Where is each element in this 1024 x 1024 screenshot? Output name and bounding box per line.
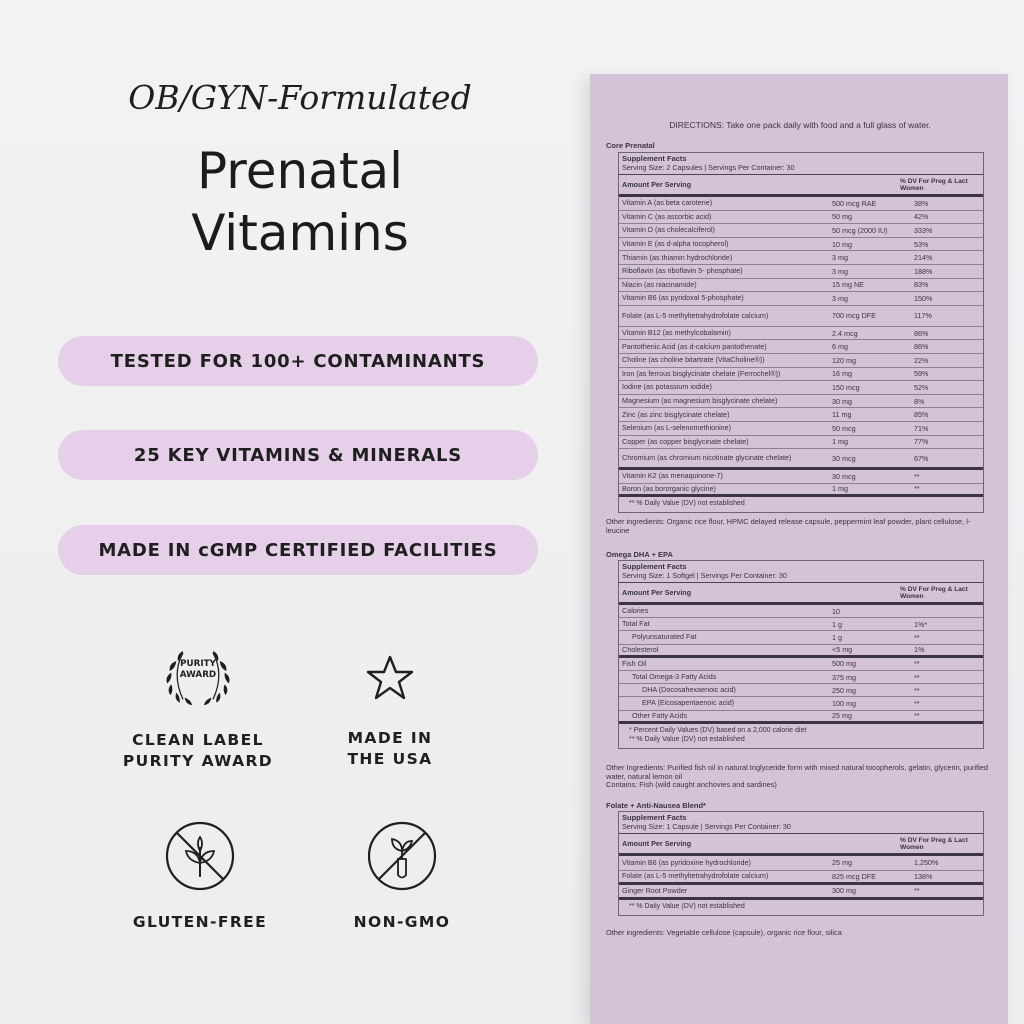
nutrient-name: Iron (as ferrous bisglycinate chelate (Ferrochel®)) [622,368,781,378]
no-gmo-icon [362,816,442,896]
page-title [0,140,600,264]
nutrient-row [619,871,983,886]
facts-title: Supplement Facts [622,813,687,822]
nutrient-amount: 1 mg [832,437,848,447]
nutrient-amount: 825 mcg DFE [832,871,876,881]
nutrient-dv: 59% [914,369,929,379]
dv-label: % DV For Preg & Lact Women [900,585,968,600]
nutrient-row [619,340,983,354]
nutrient-row [619,645,983,658]
directions-text: DIRECTIONS: Take one pack daily with food and a full glass of water. [669,120,931,130]
omega-other-ingredients: Other Ingredients: Purified fish oil in natural triglyceride form with mixed natural tocopherols, gelatin, glycerin, purified water, natural lemon oil Contains: Fish (wild caught anchovies and sardines) [606,763,989,790]
nutrient-name: Selenium (as L-selenomethionine) [622,423,732,433]
nutrient-dv: 42% [914,212,929,222]
nutrient-name: Vitamin A (as beta carotene) [622,198,713,208]
amount-label: Amount Per Serving [622,588,692,597]
badge-gluten-free [100,816,300,933]
nutrient-row [619,224,983,238]
nutrient-row [619,449,983,470]
nutrient-row [619,368,983,382]
omega-footnotes [619,724,983,748]
nutrient-name: Ginger Root Powder [622,885,688,895]
nutrient-dv: ** [914,632,920,642]
nutrient-name: Cholesterol [622,644,659,654]
folate-heading: Folate + Anti-Nausea Blend* [606,801,706,810]
amount-header [619,175,983,197]
nutrient-name: Boron (as bororganic glycine) [622,483,716,493]
nutrient-dv: ** [914,698,920,708]
nutrient-dv: 1%* [914,619,928,629]
nutrient-name: Vitamin B6 (as pyridoxal 5-phosphate) [622,293,744,303]
nutrient-dv: 117% [914,311,932,321]
nutrient-name: Vitamin B6 (as pyridoxine hydrochloride) [622,857,751,867]
nutrient-dv: 83% [914,280,929,290]
nutrient-amount: 30 mcg [832,453,856,463]
nutrient-row [619,658,983,671]
badge-gmo-label: NON-GMO [353,913,451,931]
nutrient-name: Magnesium (as magnesium bisglycinate chelate) [622,396,778,406]
nutrient-dv: 150% [914,293,933,303]
nutrient-row [619,697,983,710]
nutrient-amount: 30 mcg [832,471,856,481]
nutrient-name: Iodine (as potassium iodide) [622,382,712,392]
nutrient-dv: 333% [914,225,933,235]
core-footnote: ** % Daily Value (DV) not established [629,500,745,508]
core-facts-panel [618,152,984,513]
folate-rows [619,856,983,900]
nutrient-row [619,211,983,225]
nutrient-dv: 214% [914,253,933,263]
nutrient-row [619,381,983,395]
nutrient-amount: 10 [832,606,840,616]
nutrient-row [619,484,983,498]
nutrient-row [619,711,983,724]
no-gluten-icon [160,816,240,896]
nutrient-row [619,292,983,306]
nutrient-dv: ** [914,886,920,896]
amount-label: Amount Per Serving [622,180,692,189]
nutrient-dv: 67% [914,453,929,463]
nutrient-amount: 1 g [832,632,842,642]
nutrient-name: Riboflavin (as riboflavin 5- phosphate) [622,266,743,276]
nutrient-name: Fish Oil [622,658,647,668]
nutrient-row [619,306,983,327]
nutrient-amount: 50 mcg (2000 IU) [832,225,888,235]
nutrient-row [619,265,983,279]
nutrient-name: Vitamin D (as cholecalciferol) [622,225,715,235]
nutrient-name: Thiamin (as thiamin hydrochloride) [622,252,733,262]
nutrient-amount: 11 mg [832,410,852,420]
product-box [590,74,1008,1024]
nutrient-amount: 25 mg [832,858,852,868]
badge-gluten-label: GLUTEN-FREE [132,913,268,931]
nutrient-name: Polyunsaturated Fat [632,632,697,642]
feature-pill-contaminants: TESTED FOR 100+ CONTAMINANTS [58,336,538,386]
nutrient-amount: 700 mcg DFE [832,311,876,321]
nutrient-amount: 250 mg [832,685,856,695]
subtitle: OB/GYN-Formulated [128,78,472,117]
nutrient-row [619,395,983,409]
nutrient-amount: 120 mg [832,355,856,365]
nutrient-amount: 150 mcg [832,382,860,392]
nutrient-row [619,671,983,684]
award-text-2: AWARD [179,669,217,680]
nutrient-dv: ** [914,711,920,721]
nutrient-name: Folate (as L-5 methyltetrahydrofolate calcium) [622,871,769,881]
nutrient-dv: 86% [914,328,929,338]
badge-non-gmo [302,816,502,933]
nutrient-dv: 85% [914,410,929,420]
omega-footnote-1: * Percent Daily Values (DV) based on a 2,000 calorie diet [629,726,807,734]
nutrient-name: Zinc (as zinc bisglycinate chelate) [622,409,730,419]
folate-facts-panel [618,811,984,916]
title-line-2: Vitamins [191,204,409,262]
nutrient-dv: 77% [914,437,929,447]
core-prenatal-heading: Core Prenatal [606,141,655,150]
nutrient-row [619,408,983,422]
nutrient-dv: 52% [914,382,929,392]
nutrient-row [619,885,983,900]
nutrient-amount: 100 mg [832,698,856,708]
nutrient-dv: 71% [914,423,929,433]
dv-label: % DV For Preg & Lact Women [900,177,968,192]
nutrient-amount: 300 mg [832,886,856,896]
dv-label: % DV For Preg & Lact Women [900,836,968,851]
nutrient-amount: 3 mg [832,253,848,263]
nutrient-name: Vitamin B12 (as methylcobalamin) [622,328,731,338]
badge-purity-award [98,636,298,772]
nutrient-dv: 188% [914,266,933,276]
nutrient-amount: 25 mg [832,711,852,721]
nutrient-amount: <5 mg [832,645,853,655]
nutrient-dv: 1% [914,645,925,655]
nutrient-name: Other Fatty Acids [632,710,688,720]
nutrient-name: Folate (as L-5 methyltetrahydrofolate calcium) [622,310,769,320]
nutrient-row [619,238,983,252]
folate-footnote: ** % Daily Value (DV) not established [629,902,745,910]
nutrient-name: Pantothenic Acid (as d-calcium pantothenate) [622,341,767,351]
badge-made-in-usa [290,642,490,770]
nutrient-dv: ** [914,672,920,682]
nutrient-amount: 10 mg [832,239,852,249]
nutrient-amount: 3 mg [832,293,848,303]
feature-pill-cgmp: MADE IN cGMP CERTIFIED FACILITIES [58,525,538,575]
nutrient-name: Vitamin K2 (as menaquinone-7) [622,471,723,481]
nutrient-amount: 500 mcg RAE [832,198,877,208]
nutrient-row [619,251,983,265]
nutrient-name: Total Fat [622,619,650,629]
nutrient-name: Vitamin C (as ascorbic acid) [622,211,712,221]
nutrient-dv: 22% [914,355,929,365]
badge-purity-label: CLEAN LABEL PURITY AWARD [122,731,274,770]
nutrient-amount: 500 mg [832,659,856,669]
nutrient-row [619,856,983,871]
nutrient-amount: 30 mg [832,396,852,406]
nutrient-name: DHA (Docosahexaenoic acid) [642,685,736,695]
nutrient-row [619,436,983,450]
core-rows [619,197,983,497]
amount-header [619,834,983,856]
nutrient-name: Niacin (as niacinamide) [622,279,697,289]
nutrient-amount: 2.4 mcg [832,328,858,338]
nutrient-dv: ** [914,685,920,695]
badge-usa-label: MADE IN THE USA [347,729,433,768]
omega-facts-panel [618,560,984,749]
nutrient-row [619,684,983,697]
omega-footnote-2: ** % Daily Value (DV) not established [629,735,745,743]
nutrient-dv: ** [914,659,920,669]
nutrient-name: Total Omega-3 Fatty Acids [632,672,717,682]
nutrient-amount: 15 mg NE [832,280,864,290]
nutrient-amount: 50 mcg [832,423,856,433]
nutrient-amount: 375 mg [832,672,856,682]
nutrient-amount: 1 mg [832,484,848,494]
nutrient-row [619,631,983,644]
nutrient-name: Choline (as choline bitartrate (VitaCholine®)) [622,355,765,365]
nutrient-dv: 53% [914,239,929,249]
laurel-award-icon [158,636,238,716]
nutrient-row [619,605,983,618]
star-icon [350,642,430,716]
nutrient-name: Calories [622,606,649,616]
nutrient-amount: 3 mg [832,266,848,276]
facts-title: Supplement Facts [622,154,687,163]
nutrient-amount: 16 mg [832,369,852,379]
omega-heading: Omega DHA + EPA [606,550,673,559]
nutrient-row [619,327,983,341]
nutrient-dv: 38% [914,198,929,208]
nutrient-row [619,618,983,631]
nutrient-dv: 138% [914,871,933,881]
nutrient-row [619,354,983,368]
serving-info: Serving Size: 2 Capsules | Servings Per Container: 30 [619,163,983,175]
serving-info: Serving Size: 1 Capsule | Servings Per Container: 30 [619,822,983,834]
nutrient-dv: ** [914,484,920,494]
nutrient-row [619,279,983,293]
serving-info: Serving Size: 1 Softgel | Servings Per Container: 30 [619,571,983,583]
amount-label: Amount Per Serving [622,839,692,848]
feature-pill-vitamins: 25 KEY VITAMINS & MINERALS [58,430,538,480]
nutrient-dv: 86% [914,342,929,352]
nutrient-amount: 50 mg [832,212,852,222]
nutrient-dv: 1,250% [914,858,939,868]
nutrient-amount: 6 mg [832,342,848,352]
folate-other-ingredients: Other ingredients: Vegetable cellulose (capsule), organic rice flour, silica [606,928,842,937]
nutrient-name: Copper (as copper bisglycinate chelate) [622,436,749,446]
amount-header [619,583,983,605]
nutrient-row [619,422,983,436]
nutrient-dv: ** [914,471,920,481]
nutrient-name: Vitamin E (as d-alpha tocopherol) [622,239,729,249]
nutrient-name: Chromium (as chromium nicotinate glycinate chelate) [622,453,792,463]
nutrient-row [619,197,983,211]
core-other-ingredients: Other ingredients: Organic rice flour, HPMC delayed release capsule, peppermint leaf powder, plant cellulose, l-leucine [606,517,971,535]
nutrient-name: EPA (Eicosapentaenoic acid) [642,698,735,708]
facts-title: Supplement Facts [622,562,687,571]
nutrient-amount: 1 g [832,619,842,629]
award-text-1: PURITY [180,659,216,669]
nutrient-dv: 8% [914,396,925,406]
nutrient-row [619,470,983,484]
title-line-1: Prenatal [197,142,403,200]
omega-rows [619,605,983,724]
